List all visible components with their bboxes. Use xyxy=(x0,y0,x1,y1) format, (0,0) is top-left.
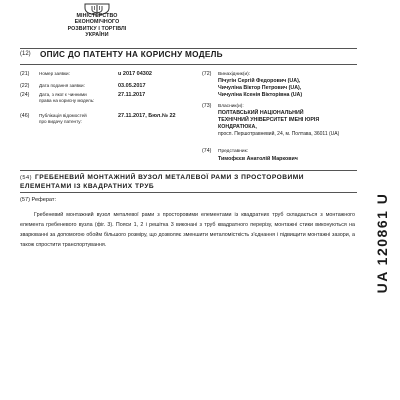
biblio-label: Дата подання заявки: xyxy=(39,83,85,88)
biblio-code: (24) xyxy=(20,92,30,98)
doc-type-code: (12) xyxy=(20,51,31,57)
side-patent-number xyxy=(362,176,400,310)
biblio-label: Публікація відомостей про видачу патенту: xyxy=(39,113,87,124)
inventors-label: Винахідник(и): xyxy=(218,71,251,77)
abstract-code: (57) xyxy=(20,197,30,203)
representative-label: Представник: xyxy=(218,148,248,154)
title-text: ГРЕБЕНЕВИЙ МОНТАЖНИЙ ВУЗОЛ МЕТАЛЕВОЇ РАМИ З ПРОСТОРОВИМИ ЕЛЕМЕНТАМИ ІЗ КВАДРАТНИХ ТРУБ xyxy=(20,174,305,190)
title-code: (54) xyxy=(20,175,32,181)
owner-address: просп. Першотравневий, 24, м. Полтава, 36011 (UA) xyxy=(218,131,340,137)
owner-name-line: ТЕХНІЧНИЙ УНІВЕРСИТЕТ ІМЕНІ ЮРІЯ xyxy=(218,117,320,123)
representative-name: Тимофєєв Анатолій Маркович xyxy=(218,156,298,162)
biblio-value: 27.11.2017, Бюл.№ 22 xyxy=(118,113,176,119)
ministry-line: УКРАЇНИ xyxy=(85,31,109,38)
header-rule-bottom xyxy=(20,64,357,65)
patent-title xyxy=(20,174,355,191)
owner-name-line: ПОЛТАВСЬКИЙ НАЦІОНАЛЬНИЙ xyxy=(218,110,304,116)
abstract-heading xyxy=(20,197,56,203)
ministry-line: ЕКОНОМІЧНОГО xyxy=(74,19,120,26)
ministry-line: РОЗВИТКУ І ТОРГІВЛІ xyxy=(67,25,127,32)
abstract-label: Реферат: xyxy=(31,197,57,203)
biblio-value: 03.05.2017 xyxy=(118,83,146,89)
biblio-code: (21) xyxy=(20,71,30,77)
ministry-name xyxy=(55,13,139,38)
biblio-label: Дата, з якої є чинними права на корисну модель: xyxy=(39,92,95,103)
biblio-value: 27.11.2017 xyxy=(118,92,146,98)
inventor-name: Пічугін Сергій Федорович (UA), xyxy=(218,78,301,84)
abstract-rule xyxy=(20,192,357,193)
biblio-code: (22) xyxy=(20,83,30,89)
biblio-code: (46) xyxy=(20,113,30,119)
inventor-name: Чичуліна Ксенія Вікторівна (UA) xyxy=(218,92,303,98)
header-rule-top xyxy=(20,48,357,49)
biblio-label: Номер заявки: xyxy=(39,71,70,76)
inventor-name: Чичуліна Віктор Петрович (UA), xyxy=(218,85,302,91)
biblio-value: u 2017 04302 xyxy=(118,71,152,77)
ministry-line: МІНІСТЕРСТВО xyxy=(76,13,118,19)
doc-type-title: ОПИС ДО ПАТЕНТУ НА КОРИСНУ МОДЕЛЬ xyxy=(40,50,223,59)
representative-code: (74) xyxy=(202,148,212,154)
title-rule xyxy=(20,170,357,171)
abstract-text: Гребеневий монтажний вузол металевої рами з просторовими елементами із квадратних труб складається з монтажного елемента гребеневого вузла (фіг. 3). Пояси 1, 2 і решітка 3 виконані з труб квадратного перерізу, монтажні стики виконуються на зварюванні за допомогою обойм більшого розміру, що дозволяє зменшити металомісткість з'єднання і підвищити монтажні зазори, а також спростити транспортування. xyxy=(20,212,355,248)
owner-label: Власник(и): xyxy=(218,103,244,109)
owner-code: (73) xyxy=(202,103,212,109)
side-patent-number-text: UA 120861 U xyxy=(374,192,390,294)
inventors-code: (72) xyxy=(202,71,212,77)
owner-name-line: КОНДРАТЮКА, xyxy=(218,124,257,130)
